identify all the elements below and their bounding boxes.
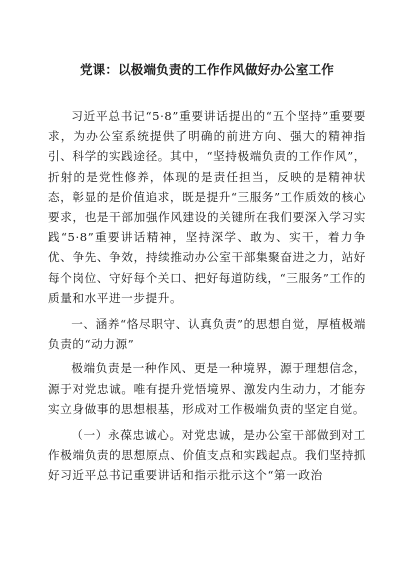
paragraph-section-1: 极端负责是一种作风、更是一种境界，源于理想信念，源于对党忠诚。唯有提升党悟境界、激发内生动力，才能夯实立身做事的思想根基，形成对工作极端负责的坚定自觉。 bbox=[48, 361, 366, 416]
paragraph-intro: 习近平总书记“5·8”重要讲话提出的“五个坚持”重要要求，为办公室系统提供了明确的前进方向、强大的精神指引、科学的实践途径。其中，“坚持极端负责的工作作风”，折射的是党性修养，体现的是责任担当，反映的是精神状态，彰显的是价值追求，既是提升“三服务”工作质效的核心要求，也是干部加强作风建设的关键所在我们要深入学习实践“5·8”重要讲话精神，坚持深学、敢为、实干，着力争优、争先、争效，持续推动办公室干部集聚奋进之力，站好每个岗位、守好每个关口、把好每道防线，“三服务”工作的质量和水平进一步提升。 bbox=[48, 109, 366, 305]
document-title: 党课：以极端负责的工作作风做好办公室工作 bbox=[79, 62, 334, 77]
section-heading-1: 一、涵养“恪尽职守、认真负责”的思想自觉，厚植极端负责的“动力源” bbox=[48, 317, 366, 352]
subsection-loyalty: （一）永葆忠诚心。对党忠诚，是办公室干部做到对工作极端负责的思想原点、价值支点和实践起点。我们坚持抓好习近平总书记重要讲话和指示批示这个“第一政治 bbox=[48, 428, 366, 483]
